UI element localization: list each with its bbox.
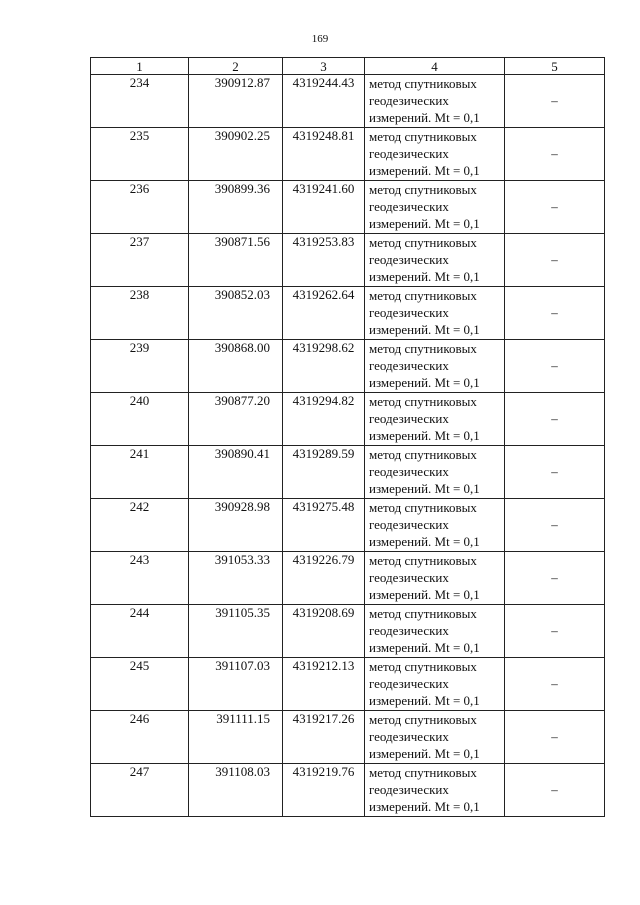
method-cell [365, 340, 505, 393]
point-number: 245 [91, 658, 189, 711]
note-cell: – [505, 181, 605, 234]
coordinate-x: 390902.25 [189, 128, 283, 181]
coordinates-table [90, 57, 605, 817]
coordinate-y: 4319262.64 [283, 287, 365, 340]
coordinate-x: 391108.03 [189, 764, 283, 817]
point-number: 242 [91, 499, 189, 552]
method-line: геодезических [369, 252, 449, 267]
column-header: 1 [91, 58, 189, 75]
table-row [91, 340, 605, 393]
method-cell [365, 605, 505, 658]
table-row [91, 552, 605, 605]
method-line: метод спутниковых [369, 394, 477, 409]
coordinate-x: 390890.41 [189, 446, 283, 499]
coordinate-x: 390899.36 [189, 181, 283, 234]
method-line: геодезических [369, 305, 449, 320]
point-number: 236 [91, 181, 189, 234]
table-row [91, 658, 605, 711]
method-cell [365, 446, 505, 499]
method-line: геодезических [369, 464, 449, 479]
coordinate-y: 4319253.83 [283, 234, 365, 287]
note-cell: – [505, 605, 605, 658]
method-line: метод спутниковых [369, 447, 477, 462]
point-number: 243 [91, 552, 189, 605]
method-line: измерений. Mt = 0,1 [369, 640, 480, 655]
coordinate-y: 4319244.43 [283, 75, 365, 128]
method-line: геодезических [369, 570, 449, 585]
method-line: геодезических [369, 146, 449, 161]
point-number: 241 [91, 446, 189, 499]
note-cell: – [505, 446, 605, 499]
column-header: 4 [365, 58, 505, 75]
column-header: 2 [189, 58, 283, 75]
coordinate-y: 4319241.60 [283, 181, 365, 234]
method-line: измерений. Mt = 0,1 [369, 534, 480, 549]
coordinate-x: 390871.56 [189, 234, 283, 287]
method-line: геодезических [369, 358, 449, 373]
method-line: метод спутниковых [369, 553, 477, 568]
table-row [91, 446, 605, 499]
table-row [91, 181, 605, 234]
method-line: измерений. Mt = 0,1 [369, 746, 480, 761]
method-line: измерений. Mt = 0,1 [369, 322, 480, 337]
method-line: измерений. Mt = 0,1 [369, 799, 480, 814]
method-line: геодезических [369, 517, 449, 532]
method-line: измерений. Mt = 0,1 [369, 216, 480, 231]
method-line: метод спутниковых [369, 76, 477, 91]
table-row [91, 764, 605, 817]
method-line: метод спутниковых [369, 712, 477, 727]
method-line: измерений. Mt = 0,1 [369, 110, 480, 125]
point-number: 239 [91, 340, 189, 393]
coordinate-x: 391105.35 [189, 605, 283, 658]
note-cell: – [505, 234, 605, 287]
coordinate-x: 390877.20 [189, 393, 283, 446]
point-number: 234 [91, 75, 189, 128]
point-number: 235 [91, 128, 189, 181]
coordinate-y: 4319219.76 [283, 764, 365, 817]
coordinate-y: 4319289.59 [283, 446, 365, 499]
note-cell: – [505, 658, 605, 711]
coordinate-y: 4319275.48 [283, 499, 365, 552]
point-number: 247 [91, 764, 189, 817]
method-line: геодезических [369, 782, 449, 797]
note-cell: – [505, 75, 605, 128]
method-cell [365, 181, 505, 234]
method-line: метод спутниковых [369, 182, 477, 197]
coordinate-x: 390868.00 [189, 340, 283, 393]
method-cell [365, 764, 505, 817]
method-cell [365, 287, 505, 340]
method-line: метод спутниковых [369, 500, 477, 515]
point-number: 238 [91, 287, 189, 340]
note-cell: – [505, 393, 605, 446]
method-line: метод спутниковых [369, 341, 477, 356]
coordinate-y: 4319212.13 [283, 658, 365, 711]
method-line: измерений. Mt = 0,1 [369, 428, 480, 443]
method-line: геодезических [369, 623, 449, 638]
note-cell: – [505, 287, 605, 340]
point-number: 237 [91, 234, 189, 287]
note-cell: – [505, 552, 605, 605]
method-line: геодезических [369, 199, 449, 214]
method-line: измерений. Mt = 0,1 [369, 375, 480, 390]
method-cell [365, 128, 505, 181]
table-row [91, 711, 605, 764]
table-row [91, 499, 605, 552]
point-number: 244 [91, 605, 189, 658]
method-line: геодезических [369, 676, 449, 691]
method-line: метод спутниковых [369, 129, 477, 144]
table-row [91, 75, 605, 128]
point-number: 246 [91, 711, 189, 764]
method-line: метод спутниковых [369, 606, 477, 621]
method-cell [365, 499, 505, 552]
method-line: метод спутниковых [369, 765, 477, 780]
note-cell: – [505, 499, 605, 552]
table-header-row [91, 58, 605, 75]
method-cell [365, 75, 505, 128]
note-cell: – [505, 711, 605, 764]
method-cell [365, 552, 505, 605]
table-row [91, 287, 605, 340]
method-cell [365, 711, 505, 764]
page-number: 169 [311, 33, 329, 45]
point-number: 240 [91, 393, 189, 446]
coordinate-x: 390912.87 [189, 75, 283, 128]
coordinate-x: 391107.03 [189, 658, 283, 711]
method-line: метод спутниковых [369, 659, 477, 674]
method-cell [365, 658, 505, 711]
method-cell [365, 393, 505, 446]
method-line: метод спутниковых [369, 288, 477, 303]
method-line: измерений. Mt = 0,1 [369, 269, 480, 284]
coordinate-y: 4319298.62 [283, 340, 365, 393]
method-line: измерений. Mt = 0,1 [369, 481, 480, 496]
table-row [91, 393, 605, 446]
method-line: измерений. Mt = 0,1 [369, 587, 480, 602]
coordinate-x: 390928.98 [189, 499, 283, 552]
coordinate-x: 390852.03 [189, 287, 283, 340]
method-line: измерений. Mt = 0,1 [369, 163, 480, 178]
coordinate-x: 391053.33 [189, 552, 283, 605]
table-body [91, 75, 605, 817]
method-cell [365, 234, 505, 287]
table-row [91, 234, 605, 287]
coordinate-y: 4319226.79 [283, 552, 365, 605]
table-row [91, 128, 605, 181]
coordinate-y: 4319294.82 [283, 393, 365, 446]
column-header: 5 [505, 58, 605, 75]
method-line: геодезических [369, 729, 449, 744]
column-header: 3 [283, 58, 365, 75]
method-line: измерений. Mt = 0,1 [369, 693, 480, 708]
method-line: геодезических [369, 411, 449, 426]
note-cell: – [505, 128, 605, 181]
coordinate-x: 391111.15 [189, 711, 283, 764]
note-cell: – [505, 340, 605, 393]
coordinate-y: 4319208.69 [283, 605, 365, 658]
coordinate-y: 4319248.81 [283, 128, 365, 181]
coordinate-y: 4319217.26 [283, 711, 365, 764]
note-cell: – [505, 764, 605, 817]
method-line: метод спутниковых [369, 235, 477, 250]
method-line: геодезических [369, 93, 449, 108]
table-row [91, 605, 605, 658]
